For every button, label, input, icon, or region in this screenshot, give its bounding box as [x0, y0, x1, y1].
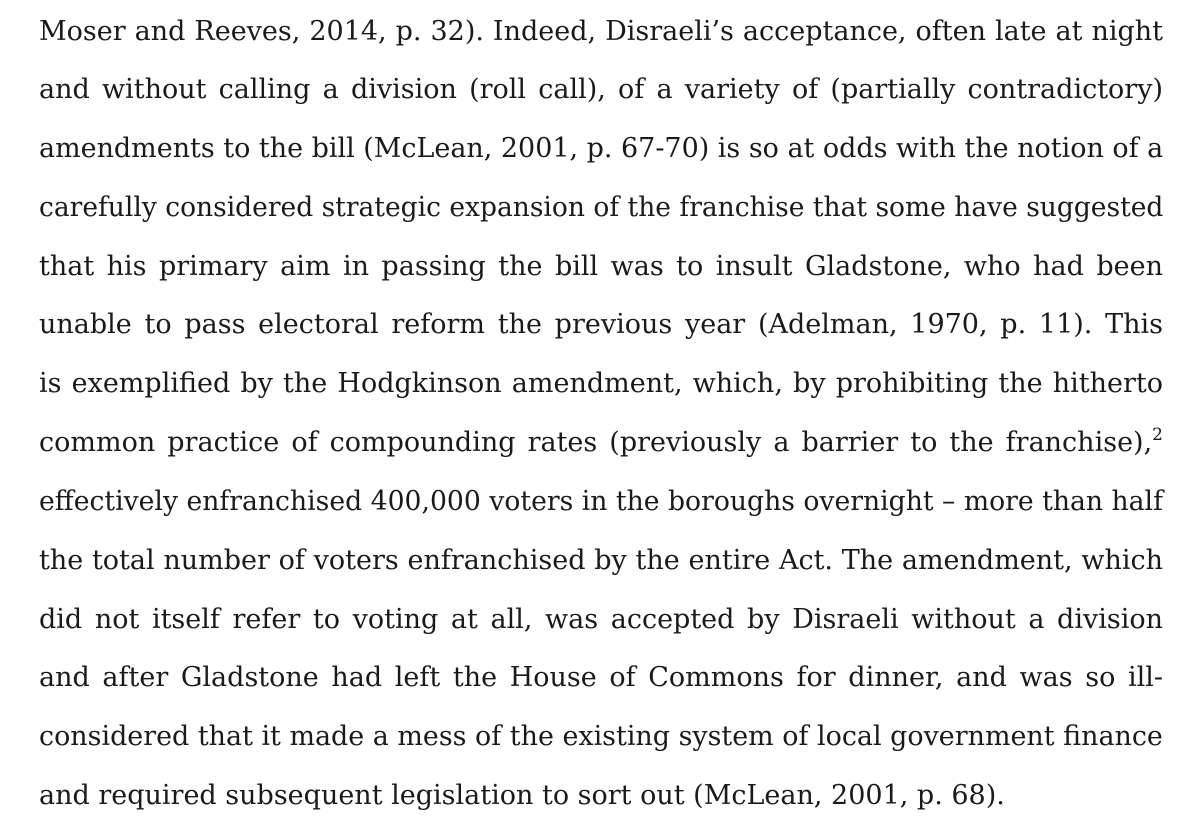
text-line-4: carefully considered strategic expansion of the franchise that some have suggested [39, 192, 1164, 223]
text-line-14: and required subsequent legislation to sort out (McLean, 2001, p. 68). [39, 780, 1005, 811]
text-line-9: effectively enfranchised 400,000 voters in the boroughs overnight – more than half [39, 486, 1163, 517]
text-line-3: amendments to the bill (McLean, 2001, p. 67-70) is so at odds with the notion of a [39, 133, 1164, 164]
text-line-13: considered that it made a mess of the existing system of local government finance [39, 721, 1163, 752]
text-line-11: did not itself refer to voting at all, was accepted by Disraeli without a division [39, 604, 1163, 635]
text-line-10: the total number of voters enfranchised by the entire Act. The amendment, which [39, 545, 1163, 576]
footnote-marker[interactable]: 2 [1152, 425, 1163, 445]
text-line-8-body: common practice of compounding rates (previously a barrier to the franchise), [39, 427, 1153, 458]
text-line-6: unable to pass electoral reform the previous year (Adelman, 1970, p. 11). This [39, 309, 1163, 340]
text-line-8 [39, 423, 1163, 463]
text-line-2: and without calling a division (roll call), of a variety of (partially contradictory) [39, 74, 1163, 105]
text-line-12: and after Gladstone had left the House of Commons for dinner, and was so ill- [39, 662, 1163, 693]
text-line-1: Moser and Reeves, 2014, p. 32). Indeed, Disraeli’s acceptance, often late at night [39, 16, 1163, 47]
text-line-7: is exemplified by the Hodgkinson amendment, which, by prohibiting the hitherto [39, 368, 1163, 399]
text-line-5: that his primary aim in passing the bill was to insult Gladstone, who had been [39, 251, 1163, 282]
